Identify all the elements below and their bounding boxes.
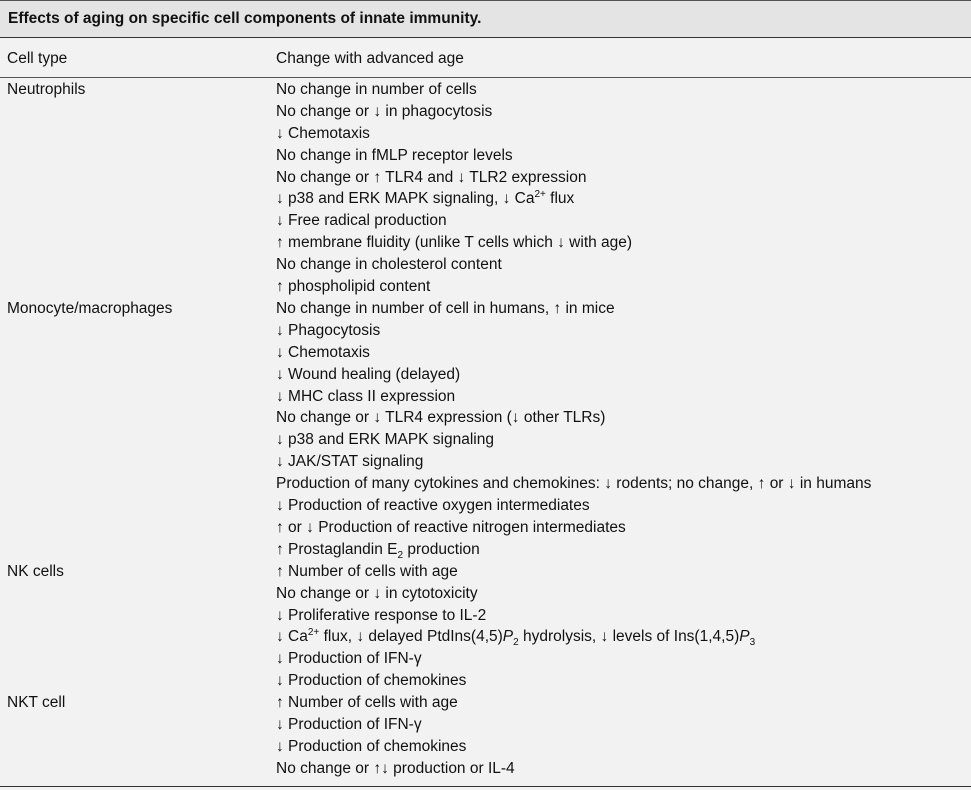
change-item: No change or ↓ TLR4 expression (↓ other TLRs) bbox=[276, 409, 606, 427]
change-list bbox=[276, 561, 966, 692]
change-item: Production of many cytokines and chemokines: ↓ rodents; no change, ↑ or ↓ in humans bbox=[276, 475, 872, 493]
change-item: No change in cholesterol content bbox=[276, 256, 502, 274]
change-item: ↑ Number of cells with age bbox=[276, 562, 458, 580]
table-caption: Effects of aging on specific cell components of innate immunity. bbox=[8, 10, 482, 27]
change-item: No change in number of cell in humans, ↑ in mice bbox=[276, 300, 615, 317]
change-item: ↓ MHC class II expression bbox=[276, 387, 456, 405]
change-item: ↑ Number of cells with age bbox=[276, 694, 458, 712]
cell-type-label: NK cells bbox=[7, 562, 64, 580]
cell-type-label: NKT cell bbox=[7, 694, 66, 712]
change-item: ↓ Wound healing (delayed) bbox=[276, 365, 461, 383]
change-item: No change or ↑↓ production or IL-4 bbox=[276, 759, 515, 777]
change-item: ↓ Production of chemokines bbox=[276, 672, 467, 690]
cell-type-label: Monocyte/macrophages bbox=[7, 300, 173, 317]
change-item: ↓ p38 and ERK MAPK signaling, ↓ $Ca^{2+}$ flux bbox=[276, 189, 575, 208]
change-item: ↑ membrane fluidity (unlike T cells which ↓ with age) bbox=[276, 234, 633, 252]
change-item: ↓ p38 and ERK MAPK signaling bbox=[276, 431, 494, 449]
change-item: ↓ Phagocytosis bbox=[276, 321, 381, 339]
change-item: ↓ Chemotaxis bbox=[276, 124, 370, 142]
change-list bbox=[276, 298, 966, 561]
change-item: ↓ Production of IFN-γ bbox=[276, 650, 422, 668]
change-item: ↑ Prostaglandin $E_2$ production bbox=[276, 540, 480, 561]
header-change: Change with advanced age bbox=[276, 50, 464, 67]
bottom-rule bbox=[0, 786, 971, 787]
change-item: ↓ Production of IFN-γ bbox=[276, 716, 422, 734]
change-item: No change or ↓ in cytotoxicity bbox=[276, 584, 478, 602]
change-item: ↑ or ↓ Production of reactive nitrogen intermediates bbox=[276, 518, 626, 536]
change-item: ↑ phospholipid content bbox=[276, 278, 431, 296]
change-item: ↓ Chemotaxis bbox=[276, 343, 370, 361]
change-item: ↓ Production of chemokines bbox=[276, 737, 467, 755]
change-item: ↓ Proliferative response to IL-2 bbox=[276, 606, 487, 624]
change-item: No change or ↑ TLR4 and ↓ TLR2 expression bbox=[276, 168, 587, 186]
table-row bbox=[0, 79, 971, 298]
change-item: ↓ Production of reactive oxygen intermediates bbox=[276, 497, 590, 515]
table-caption-bar bbox=[0, 0, 971, 38]
table-row bbox=[0, 692, 971, 780]
table-header-row bbox=[0, 38, 971, 78]
table-row bbox=[0, 561, 971, 692]
table-row bbox=[0, 298, 971, 561]
change-item: No change or ↓ in phagocytosis bbox=[276, 102, 493, 120]
header-cell-type: Cell type bbox=[7, 50, 68, 67]
change-item: ↓ $Ca^{2+}$ flux, ↓ delayed $PtdIns(4,5)P_2$ hydrolysis, ↓ levels of $Ins(1,4,5)P_3$ bbox=[276, 627, 756, 649]
change-list bbox=[276, 692, 966, 780]
change-item: ↓ JAK/STAT signaling bbox=[276, 453, 424, 471]
change-item: ↓ Free radical production bbox=[276, 212, 447, 230]
cell-type-label: Neutrophils bbox=[7, 81, 86, 98]
change-item: No change in fMLP receptor levels bbox=[276, 146, 513, 164]
change-item: No change in number of cells bbox=[276, 81, 477, 98]
change-list bbox=[276, 79, 966, 298]
